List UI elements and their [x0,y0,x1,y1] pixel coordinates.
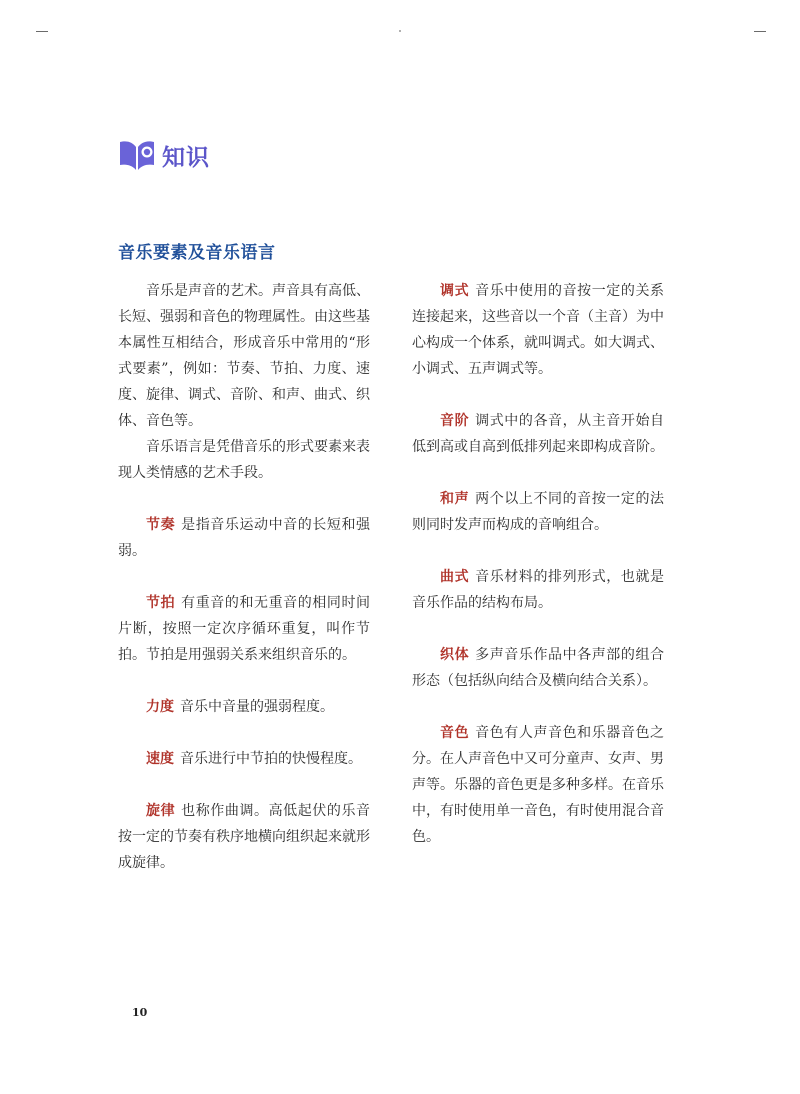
term-entry [412,564,664,616]
term-label: 节奏 [146,517,176,533]
term-entry [118,590,370,668]
term-definition: 音乐中音量的强弱程度。 [180,699,334,715]
term-definition: 多声音乐作品中各声部的组合形态（包括纵向结合及横向结合关系）。 [412,647,665,689]
term-entry [412,408,664,460]
term-definition: 音乐中使用的音按一定的关系连接起来，这些音以一个音（主音）为中心构成一个体系，就叫调式。如大调式、小调式、五声调式等。 [412,283,665,377]
right-column [412,278,664,876]
term-definition: 也称作曲调。高低起伏的乐音按一定的节奏有秩序地横向组织起来就形成旋律。 [118,803,371,871]
term-entry [118,512,370,564]
spacer [118,486,370,512]
page-number: 10 [132,1006,148,1019]
crop-mark-left [36,31,48,32]
term-definition: 音乐材料的排列形式，也就是音乐作品的结构布局。 [412,569,665,611]
term-entry [412,278,664,382]
term-label: 力度 [146,699,174,715]
term-label: 速度 [146,751,174,767]
subheading: 音乐要素及音乐语言 [118,243,276,263]
term-definition: 两个以上不同的音按一定的法则同时发声而构成的音响组合。 [412,491,665,533]
term-label: 织体 [440,647,470,663]
term-definition: 有重音的和无重音的相同时间片断，按照一定次序循环重复，叫作节拍。节拍是用强弱关系来组织音乐的。 [118,595,371,663]
term-label: 节拍 [146,595,176,611]
term-entry [118,798,370,876]
term-entry [118,694,370,720]
term-definition: 是指音乐运动中音的长短和强弱。 [118,517,371,559]
term-definition: 调式中的各音，从主音开始自低到高或自高到低排列起来即构成音阶。 [412,413,665,455]
term-entry [412,486,664,538]
term-label: 音色 [440,725,470,741]
crop-mark-center [399,30,401,32]
left-column [118,278,370,902]
term-entry [412,720,664,850]
term-definition: 音色有人声音色和乐器音色之分。在人声音色中又可分童声、女声、男声等。乐器的音色更是多种多样。在音乐中，有时使用单一音色，有时使用混合音色。 [412,725,665,845]
intro-paragraph: 音乐语言是凭借音乐的形式要素来表现人类情感的艺术手段。 [118,439,370,481]
term-definition: 音乐进行中节拍的快慢程度。 [180,751,362,767]
book-icon [118,138,156,172]
crop-mark-right [754,31,766,32]
term-entry [118,746,370,772]
section-title: 知识 [162,144,210,171]
term-label: 旋律 [146,803,176,819]
intro-paragraph: 音乐是声音的艺术。声音具有高低、长短、强弱和音色的物理属性。由这些基本属性互相结合，形成音乐中常用的“形式要素”，例如：节奏、节拍、力度、速度、旋律、调式、音阶、和声、曲式、织体、音色等。 [118,283,370,429]
term-label: 调式 [440,283,470,299]
term-entry [412,642,664,694]
term-label: 曲式 [440,569,470,585]
term-label: 音阶 [440,413,470,429]
term-label: 和声 [440,491,470,507]
section-header [118,138,210,172]
